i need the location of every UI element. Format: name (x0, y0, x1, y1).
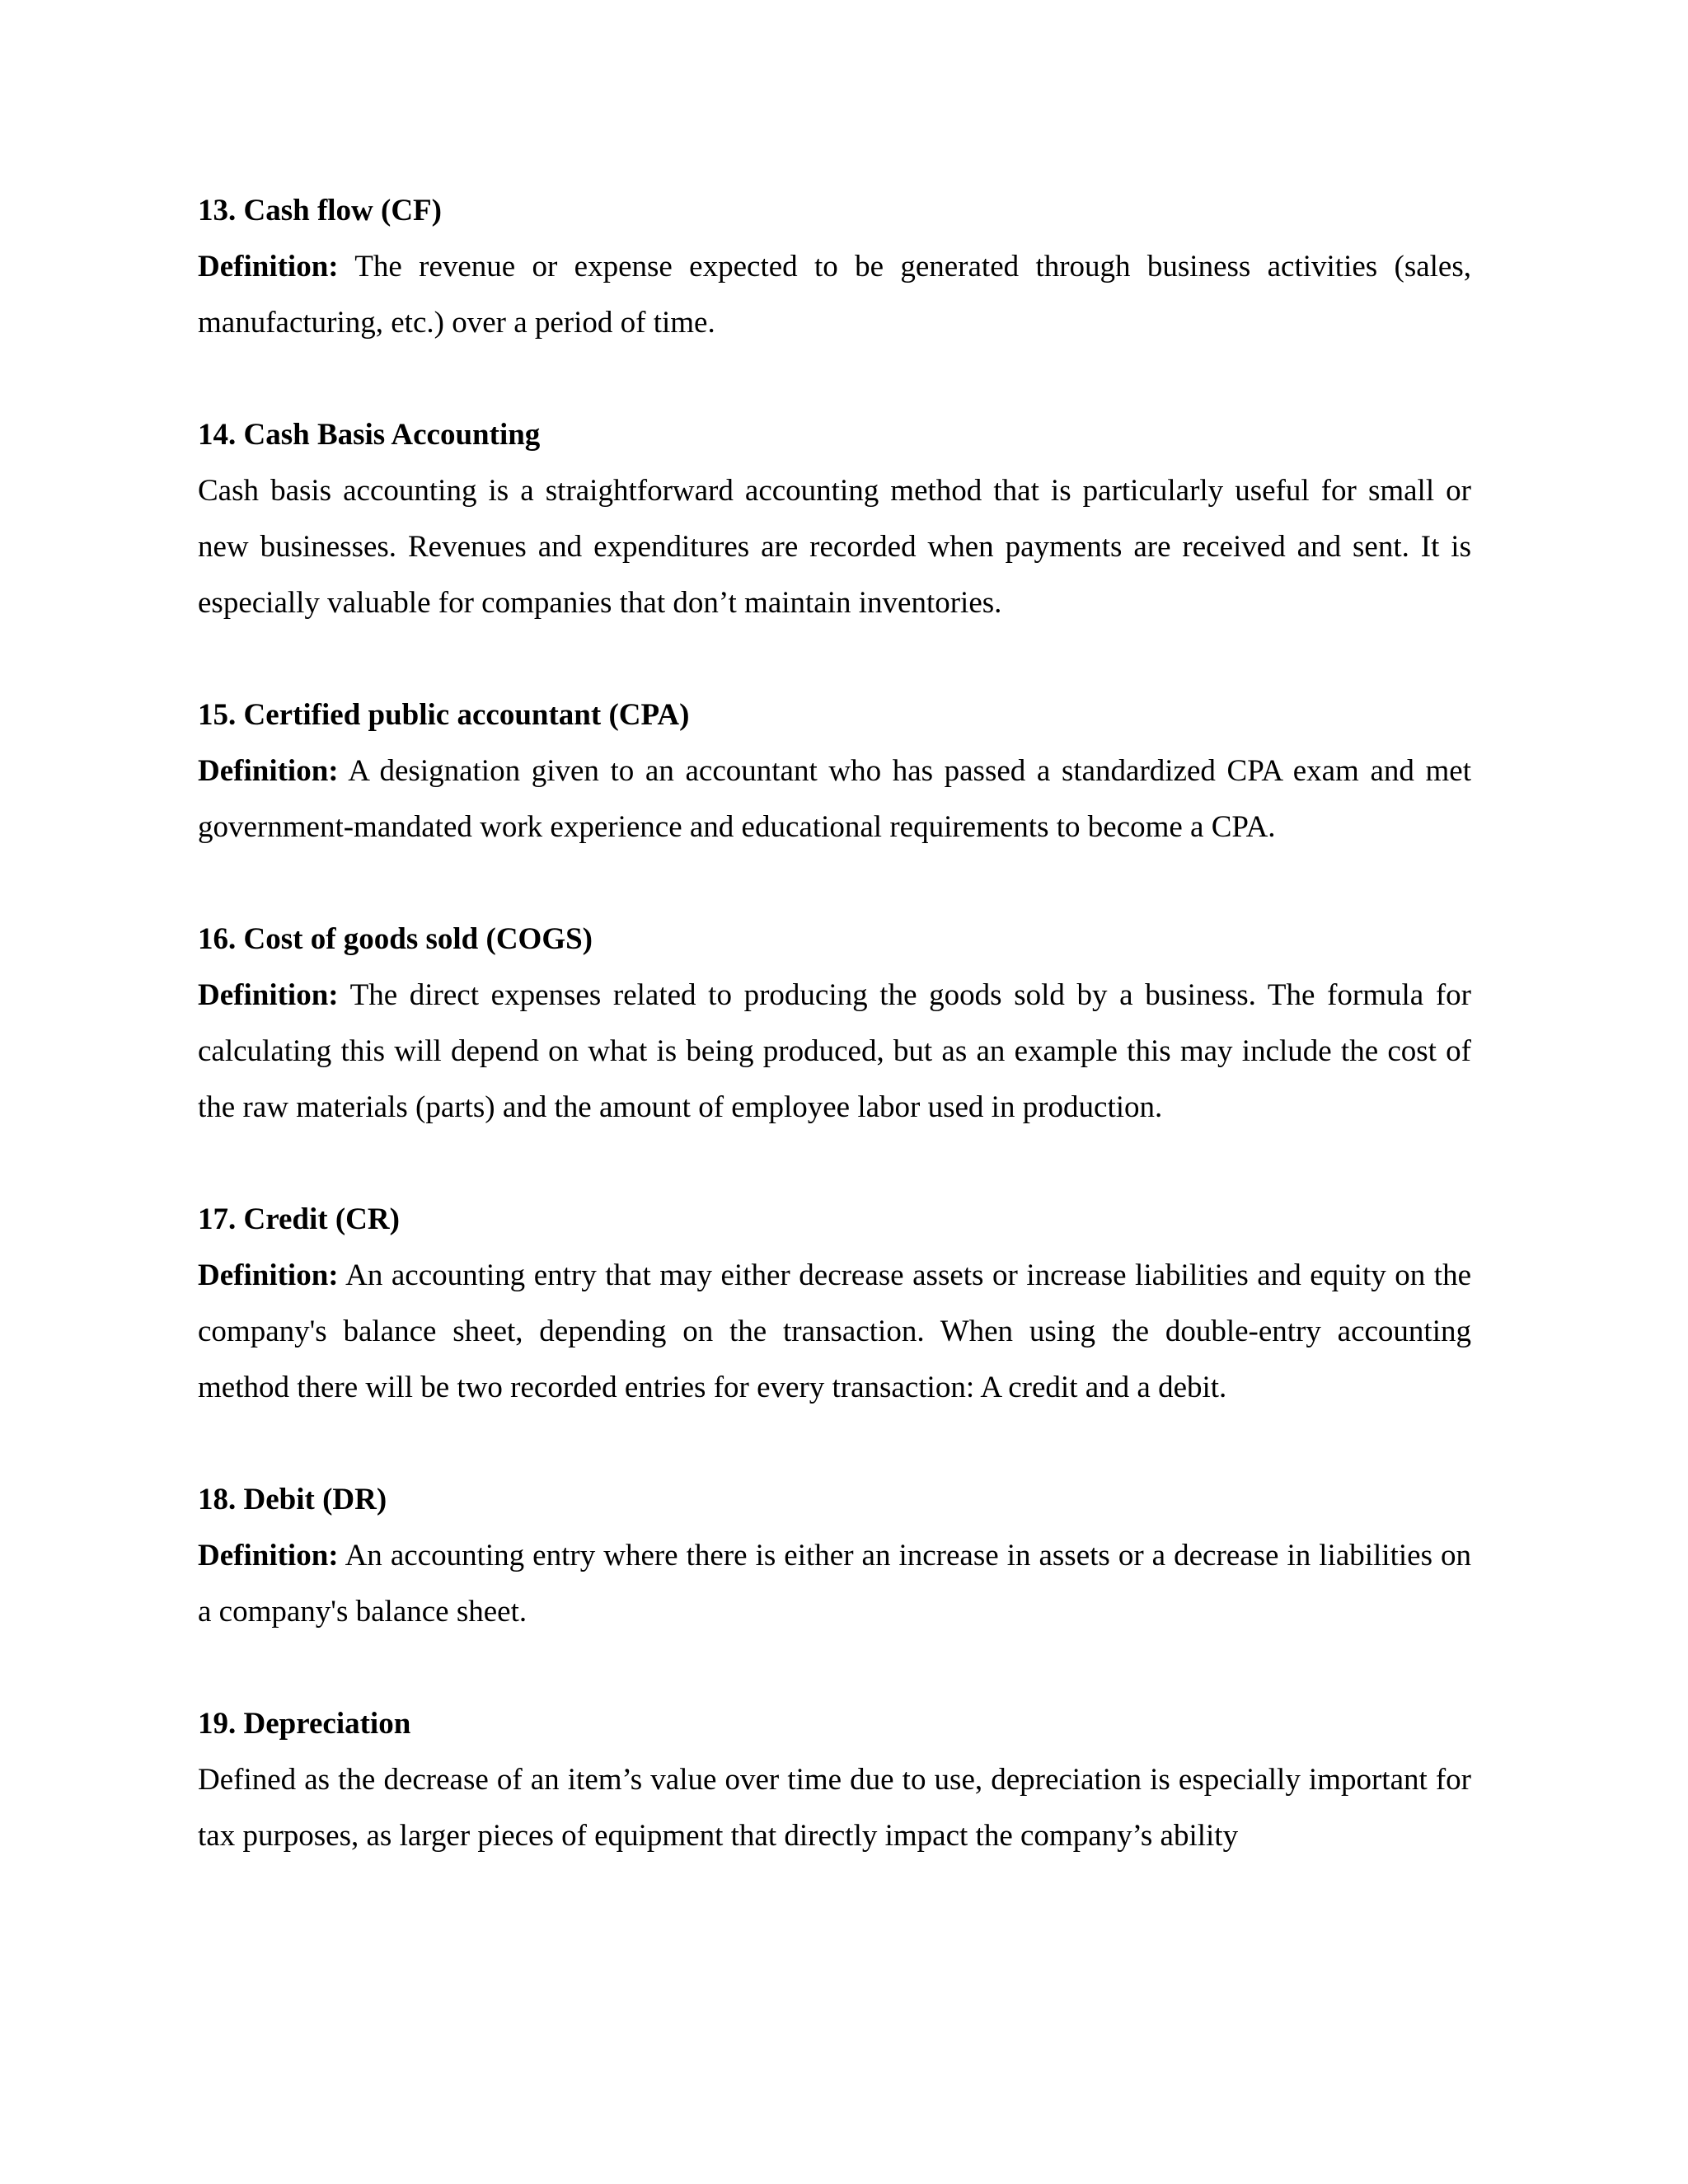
glossary-entry-cash-flow (198, 183, 1471, 351)
entry-body (198, 968, 1471, 1136)
entry-body (198, 1528, 1471, 1640)
entry-heading: 13. Cash flow (CF) (198, 194, 442, 227)
glossary-entry-credit (198, 1192, 1471, 1416)
definition-text: Cash basis accounting is a straightforward accounting method that is particularly useful for small or new businesses. Revenues and expenditures are recorded when payments are received and sent. It is especially valuable for companies that don’t maintain inventories. (198, 474, 1471, 620)
glossary-content (198, 183, 1471, 1920)
entry-heading: 16. Cost of goods sold (COGS) (198, 922, 593, 956)
definition-text: The direct expenses related to producing the goods sold by a business. The formula for calculating this will depend on what is being produced, but as an example this may include the cost of the raw materials (parts) and the amount of employee labor used in production. (198, 978, 1471, 1124)
glossary-entry-debit (198, 1472, 1471, 1640)
glossary-entry-cogs (198, 912, 1471, 1136)
definition-text: An accounting entry that may either decrease assets or increase liabilities and equity on the company's balance sheet, depending on the transaction. When using the double-entry accounting method there will be two recorded entries for every transaction: A credit and a debit. (198, 1258, 1471, 1404)
definition-label: Definition: (198, 1258, 339, 1292)
glossary-entry-depreciation (198, 1696, 1471, 1864)
definition-label: Definition: (198, 754, 339, 788)
entry-heading: 17. Credit (CR) (198, 1202, 400, 1236)
definition-text: A designation given to an accountant who has passed a standardized CPA exam and met government-mandated work experience and educational requirements to become a CPA. (198, 754, 1471, 844)
entry-heading: 19. Depreciation (198, 1707, 411, 1741)
entry-body (198, 239, 1471, 351)
entry-body (198, 743, 1471, 855)
definition-label: Definition: (198, 1539, 339, 1572)
definition-label: Definition: (198, 978, 339, 1012)
glossary-entry-cash-basis-accounting (198, 407, 1471, 631)
definition-label: Definition: (198, 250, 339, 284)
definition-text: The revenue or expense expected to be generated through business activities (sales, manufacturing, etc.) over a period of time. (198, 250, 1471, 340)
entry-heading: 18. Debit (DR) (198, 1483, 387, 1516)
entry-body (198, 1248, 1471, 1416)
definition-text: An accounting entry where there is either an increase in assets or a decrease in liabilities on a company's balance sheet. (198, 1539, 1471, 1629)
glossary-entry-cpa (198, 687, 1471, 855)
definition-text: Defined as the decrease of an item’s value over time due to use, depreciation is especially important for tax purposes, as larger pieces of equipment that directly impact the company’s ability (198, 1763, 1471, 1853)
entry-heading: 15. Certified public accountant (CPA) (198, 698, 690, 732)
entry-body (198, 1752, 1471, 1864)
entry-heading: 14. Cash Basis Accounting (198, 418, 541, 452)
entry-body (198, 463, 1471, 631)
